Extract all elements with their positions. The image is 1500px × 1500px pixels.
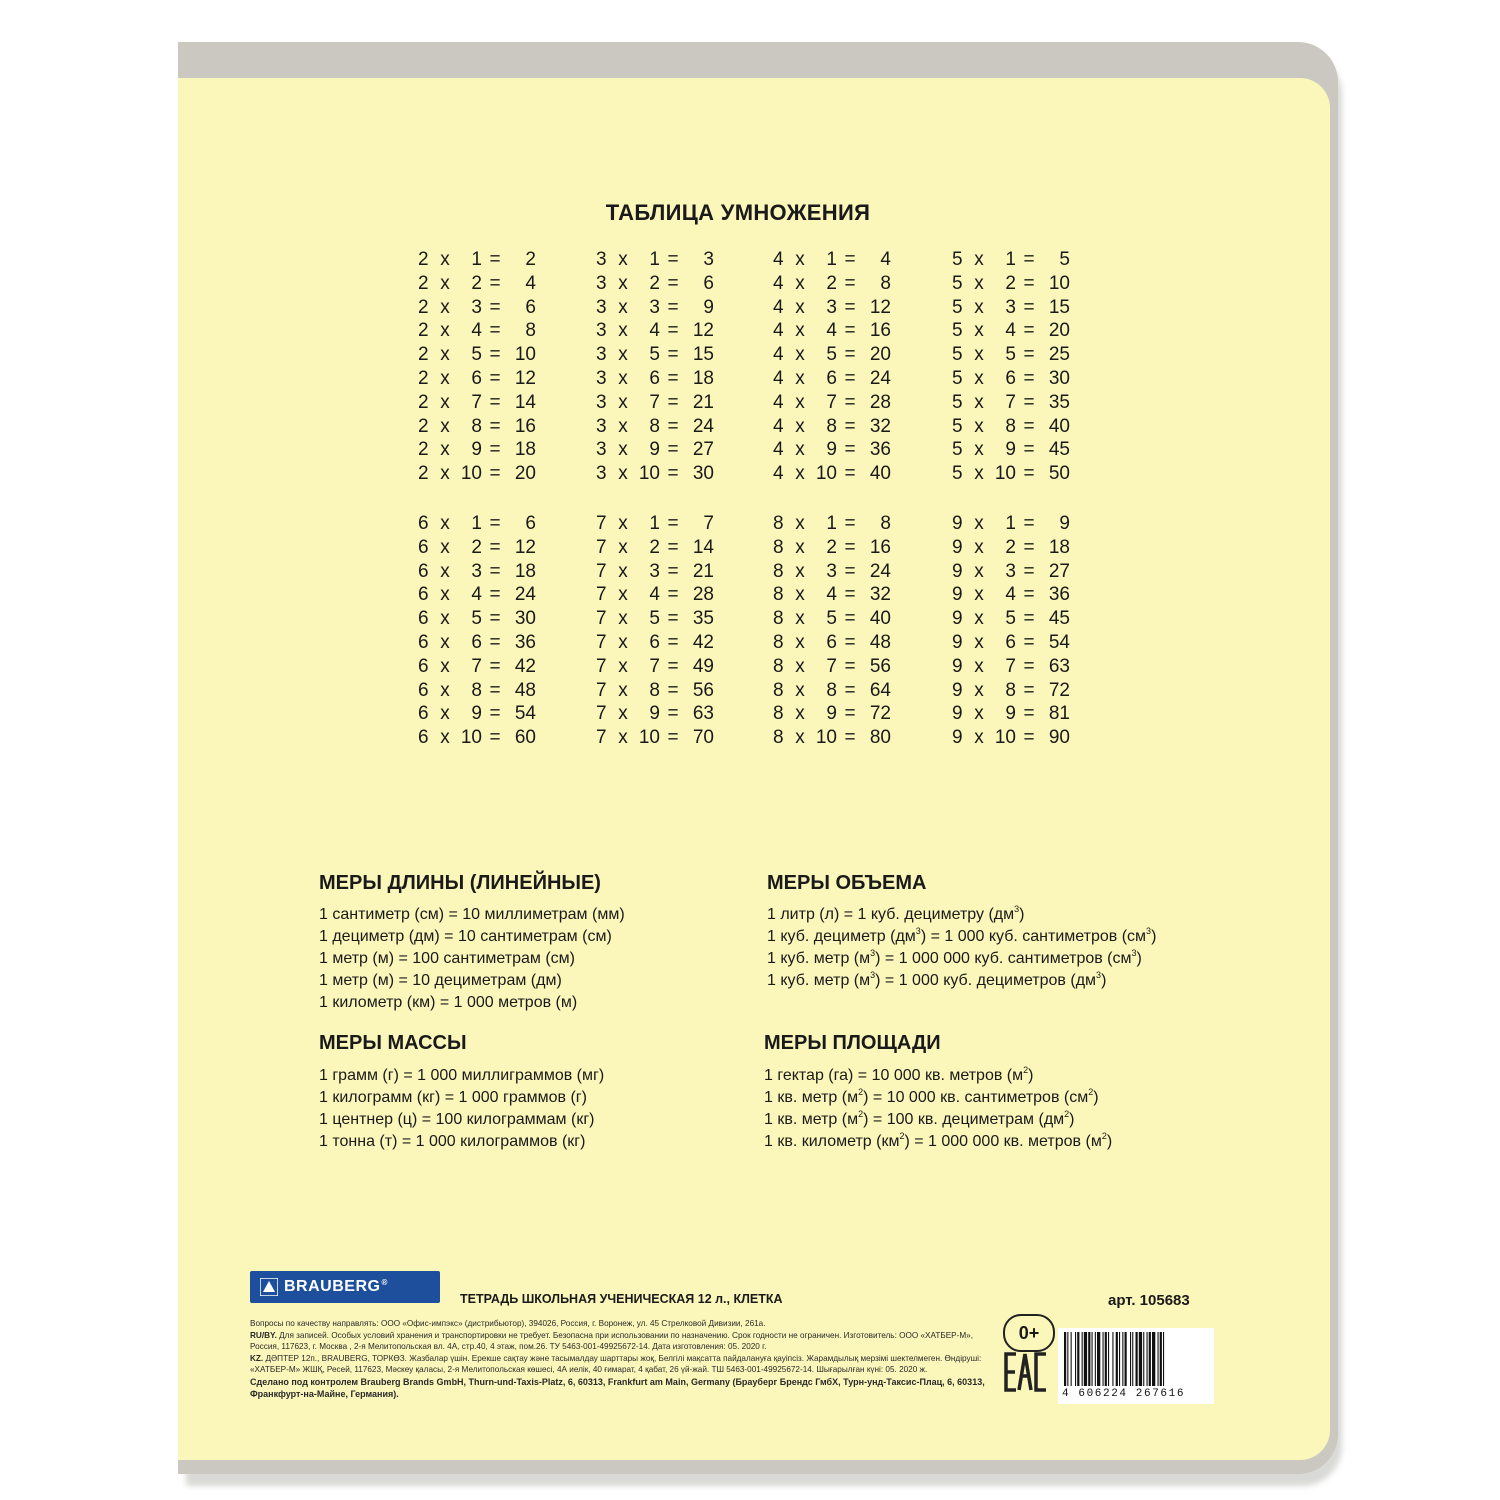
- table-row: 3 x 4 = 12: [596, 320, 714, 342]
- table-column: [952, 248, 1070, 486]
- measure-line: 1 центнер (ц) = 100 килограммам (кг): [319, 1111, 595, 1128]
- table-row: 2 x 10 = 20: [418, 463, 536, 485]
- measure-line: 1 сантиметр (см) = 10 миллиметрам (мм): [319, 906, 625, 923]
- table-row: 8 x 1 = 8: [773, 513, 891, 534]
- measure-line: 1 гектар (га) = 10 000 кв. метров $(м^2)$: [764, 1065, 1034, 1084]
- table-row: 3 x 3 = 9: [596, 296, 714, 318]
- measure-line: 1 дециметр (дм) = 10 сантиметрам (см): [319, 928, 612, 945]
- table-row: 3 x 10 = 30: [596, 463, 714, 485]
- measure-line: 1 метр (м) = 10 дециметрам (дм): [319, 972, 562, 989]
- measure-line: 1 куб. метр $(м^3) = 1$ 000 000 куб. сантиметров $(см^3)$: [767, 948, 1142, 967]
- eac-mark-icon: [1004, 1352, 1048, 1392]
- measure-line: 1 куб. метр $(м^3) = 1$ 000 куб. дециметров $(дм^3)$: [767, 970, 1107, 989]
- table-row: 7 x 3 = 21: [596, 560, 714, 582]
- table-row: 5 x 4 = 20: [952, 320, 1070, 342]
- mass-measures-list: [319, 1065, 604, 1153]
- measure-line: 1 литр (л) = 1 куб. дециметру $(дм^3)$: [767, 904, 1025, 923]
- table-row: 4 x 6 = 24: [773, 367, 891, 389]
- table-row: 6 x 3 = 18: [418, 560, 536, 582]
- control-line: Сделано под контролем Brauberg Brands GmbH, Thurn-und-Taxis-Platz, 6, 60313, Frankfurt am Main, Germany (Брауберг Брендс ГмбХ, Турн-унд-Таксис-Плац, 6, 60313, Франкфурт-на-Майне, Германия).: [250, 1376, 985, 1399]
- table-row: 7 x 5 = 35: [596, 608, 714, 630]
- barcode-number: 4 606224 267616: [1062, 1388, 1186, 1400]
- table-row: 9 x 10 = 90: [952, 727, 1070, 749]
- table-row: 7 x 10 = 70: [596, 727, 714, 749]
- table-row: 9 x 9 = 81: [952, 703, 1070, 725]
- table-row: 8 x 7 = 56: [773, 655, 891, 677]
- measure-line: 1 кв. метр $(м^2) = 100$ кв. дециметрам $(дм^2)$: [764, 1109, 1075, 1128]
- table-row: 5 x 8 = 40: [952, 415, 1070, 437]
- table-row: 6 x 4 = 24: [418, 584, 536, 606]
- table-row: 5 x 1 = 5: [952, 249, 1070, 270]
- table-row: 4 x 1 = 4: [773, 249, 891, 270]
- table-row: 5 x 5 = 25: [952, 344, 1070, 366]
- table-row: 3 x 5 = 15: [596, 344, 714, 366]
- table-row: 6 x 1 = 6: [418, 513, 536, 534]
- table-row: 7 x 4 = 28: [596, 584, 714, 606]
- table-row: 9 x 6 = 54: [952, 631, 1070, 653]
- table-row: 9 x 7 = 63: [952, 655, 1070, 677]
- table-row: 2 x 1 = 2: [418, 249, 536, 270]
- table-row: 7 x 1 = 7: [596, 513, 714, 534]
- table-row: 8 x 10 = 80: [773, 727, 891, 749]
- measure-line: 1 тонна (т) = 1 000 килограммов (кг): [319, 1133, 586, 1150]
- table-row: 6 x 7 = 42: [418, 655, 536, 677]
- table-row: 6 x 9 = 54: [418, 703, 536, 725]
- table-row: 4 x 10 = 40: [773, 463, 891, 485]
- table-column: [773, 248, 891, 486]
- area-measures-list: [764, 1065, 1112, 1153]
- length-measures-list: [319, 904, 625, 1014]
- table-row: 4 x 4 = 16: [773, 320, 891, 342]
- brauberg-logo: [250, 1271, 440, 1303]
- mass-measures-heading: МЕРЫ МАССЫ: [319, 1032, 467, 1054]
- table-row: 2 x 4 = 8: [418, 320, 536, 342]
- product-name: ТЕТРАДЬ ШКОЛЬНАЯ УЧЕНИЧЕСКАЯ 12 л., КЛЕТКА: [460, 1292, 783, 1306]
- measure-line: 1 километр (км) = 1 000 метров (м): [319, 994, 578, 1011]
- table-row: 5 x 6 = 30: [952, 367, 1070, 389]
- measure-line: 1 кв. метр $(м^2) = 10$ 000 кв. сантиметров $(см^2)$: [764, 1087, 1099, 1106]
- multiplication-table-title: ТАБЛИЦА УМНОЖЕНИЯ: [605, 200, 871, 225]
- table-row: 7 x 7 = 49: [596, 655, 714, 677]
- table-row: 3 x 7 = 21: [596, 391, 714, 413]
- table-row: 3 x 9 = 27: [596, 439, 714, 461]
- table-row: 8 x 3 = 24: [773, 560, 891, 582]
- table-row: 4 x 3 = 12: [773, 296, 891, 318]
- table-row: 9 x 5 = 45: [952, 608, 1070, 630]
- table-row: 7 x 8 = 56: [596, 679, 714, 701]
- table-row: 8 x 6 = 48: [773, 631, 891, 653]
- table-row: 9 x 8 = 72: [952, 679, 1070, 701]
- table-row: 2 x 5 = 10: [418, 344, 536, 366]
- table-row: 5 x 3 = 15: [952, 296, 1070, 318]
- table-row: 5 x 9 = 45: [952, 439, 1070, 461]
- area-measures-heading: МЕРЫ ПЛОЩАДИ: [764, 1032, 941, 1054]
- length-measures-heading: МЕРЫ ДЛИНЫ (ЛИНЕЙНЫЕ): [319, 872, 601, 894]
- table-column: [596, 248, 714, 486]
- table-row: 6 x 10 = 60: [418, 727, 536, 749]
- table-row: 6 x 8 = 48: [418, 679, 536, 701]
- table-row: 3 x 1 = 3: [596, 249, 714, 270]
- table-column: [596, 512, 714, 750]
- table-row: 7 x 2 = 14: [596, 536, 714, 558]
- table-row: 2 x 9 = 18: [418, 439, 536, 461]
- barcode-bars-icon: [1058, 1328, 1214, 1388]
- table-row: 2 x 2 = 4: [418, 272, 536, 294]
- table-row: 6 x 5 = 30: [418, 608, 536, 630]
- table-row: 5 x 10 = 50: [952, 463, 1070, 485]
- table-row: 2 x 7 = 14: [418, 391, 536, 413]
- table-row: 2 x 8 = 16: [418, 415, 536, 437]
- fine-print: [250, 1318, 995, 1401]
- table-row: 6 x 2 = 12: [418, 536, 536, 558]
- table-row: 2 x 6 = 12: [418, 367, 536, 389]
- brand-mark-icon: [260, 1278, 278, 1296]
- measure-line: 1 метр (м) = 100 сантиметрам (см): [319, 950, 576, 967]
- table-row: 3 x 6 = 18: [596, 367, 714, 389]
- table-row: 7 x 9 = 63: [596, 703, 714, 725]
- notebook-back-cover: [178, 78, 1330, 1460]
- fine-print-paragraph: KZ. ДӘПТЕР 12п., BRAUBERG, ТОРКӨЗ. Жазбалар үшін. Ерекше сақтау және тасымалдау шарттары жоқ, Белгілі мақсатта пайдалануға қауіпсіз. Жарамдылық мерзімі шектелмеген. Өндіруші: «ХАТБЕР-М» ЖШҚ, Ресей, 117623, Мәскеу қаласы, 2-я Мелитопольская көшесі, 4А иелік, 40 ғимарат, 4 қабат, 26 үй-жай. ТШ 5463-001-49925672-14. Шығарылған күні: 05. 2020 ж.: [250, 1353, 982, 1374]
- fine-print-paragraph: RU/BY. Для записей. Особых условий хранения и транспортировки не требует. Безопасна при использовании по назначению. Срок годности не ограничен. Изготовитель: ООО «ХАТБЕР-М», Россия, 117623, г. Москва , 2-я Мелитопольская вл. 4А, стр.40, 4 этаж, пом.26. ТУ 5463-001-49925672-14. Дата изготовления: 05. 2020 г.: [250, 1330, 974, 1351]
- measure-line: 1 килограмм (кг) = 1 000 граммов (г): [319, 1089, 587, 1106]
- table-row: 5 x 7 = 35: [952, 391, 1070, 413]
- table-column: [773, 512, 891, 750]
- table-row: 8 x 5 = 40: [773, 608, 891, 630]
- table-row: 8 x 2 = 16: [773, 536, 891, 558]
- table-row: 9 x 3 = 27: [952, 560, 1070, 582]
- volume-measures-list: [767, 904, 1156, 992]
- table-row: 4 x 7 = 28: [773, 391, 891, 413]
- table-row: 4 x 5 = 20: [773, 344, 891, 366]
- measure-line: 1 грамм (г) = 1 000 миллиграммов (мг): [319, 1067, 605, 1084]
- table-row: 7 x 6 = 42: [596, 631, 714, 653]
- table-row: 9 x 1 = 9: [952, 513, 1070, 534]
- table-row: 9 x 2 = 18: [952, 536, 1070, 558]
- table-row: 4 x 8 = 32: [773, 415, 891, 437]
- table-column: [418, 512, 536, 750]
- measure-line: 1 куб. дециметр $(дм^3) = 1$ 000 куб. сантиметров $(см^3)$: [767, 926, 1157, 945]
- fine-print-paragraph: Вопросы по качеству направлять: ООО «Офис-импэкс» (дистрибьютор), 394026, Россия, г. Воронеж, ул. 45 Стрелковой Дивизии, 261а.: [250, 1319, 766, 1328]
- table-column: [418, 248, 536, 486]
- table-row: 5 x 2 = 10: [952, 272, 1070, 294]
- table-row: 4 x 2 = 8: [773, 272, 891, 294]
- table-row: 8 x 4 = 32: [773, 584, 891, 606]
- table-row: 2 x 3 = 6: [418, 296, 536, 318]
- measure-line: 1 кв. километр $(км^2) = 1$ 000 000 кв. метров $(м^2)$: [764, 1131, 1113, 1150]
- table-row: 8 x 9 = 72: [773, 703, 891, 725]
- table-row: 6 x 6 = 36: [418, 631, 536, 653]
- age-rating-badge: 0+: [1003, 1314, 1055, 1352]
- article-number: арт. 105683: [1108, 1292, 1190, 1309]
- table-row: 9 x 4 = 36: [952, 584, 1070, 606]
- table-row: 3 x 2 = 6: [596, 272, 714, 294]
- table-column: [952, 512, 1070, 750]
- table-row: 8 x 8 = 64: [773, 679, 891, 701]
- table-row: 3 x 8 = 24: [596, 415, 714, 437]
- brand-name: BRAUBERG®: [284, 1278, 388, 1295]
- table-row: 4 x 9 = 36: [773, 439, 891, 461]
- volume-measures-heading: МЕРЫ ОБЪЕМА: [767, 872, 927, 894]
